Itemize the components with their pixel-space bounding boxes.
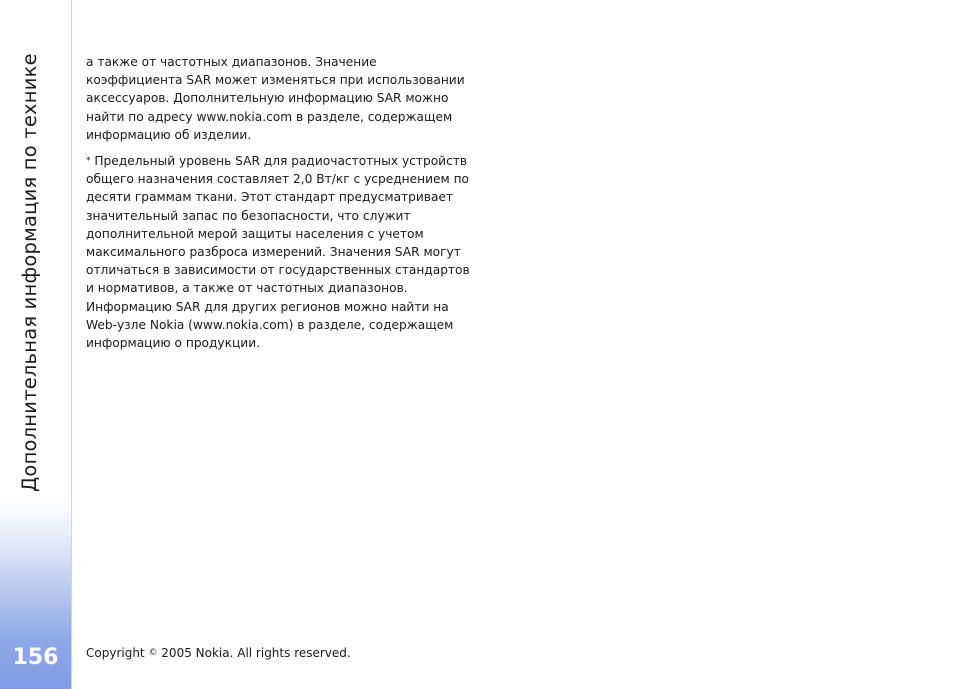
text-line: значительный запас по безопасности, что служит [86, 208, 411, 223]
text-line: информацию о продукции. [86, 336, 261, 351]
text-line: коэффициента SAR может изменяться при использовании [86, 73, 465, 88]
text-line: а также от частотных диапазонов. Значение [86, 55, 377, 69]
footnote-marker: * [86, 156, 91, 167]
text-line: информацию об изделии. [86, 127, 252, 142]
text-line: отличаться в зависимости от государственных стандартов [86, 263, 470, 278]
text-line: максимального разброса измерений. Значения SAR могут [86, 245, 461, 260]
paragraph-sar-footnote [86, 152, 476, 352]
text-line: Предельный уровень SAR для радиочастотных устройств [94, 154, 468, 169]
copyright-prefix: Copyright [86, 646, 145, 660]
copyright-symbol: © [148, 648, 158, 658]
body-text [86, 53, 476, 352]
text-line: аксессуаров. Дополнительную информацию SAR можно [86, 91, 449, 106]
text-line: и нормативов, а также от частотных диапазонов. [86, 281, 408, 296]
copyright-notice [86, 644, 351, 662]
section-title: Дополнительная информация по технике [18, 53, 41, 492]
text-line: Web-узле Nokia (www.nokia.com) в разделе, содержащем [86, 317, 454, 332]
sidebar [0, 0, 71, 689]
sidebar-divider [71, 0, 72, 689]
text-line: Информацию SAR для других регионов можно найти на [86, 299, 449, 314]
text-line: десяти граммам ткани. Этот стандарт предусматривает [86, 190, 454, 205]
text-line: общего назначения составляет 2,0 Вт/кг с усреднением по [86, 172, 469, 187]
paragraph-sar-intro [86, 53, 476, 144]
text-line: дополнительной мерой защиты населения с учетом [86, 226, 424, 241]
page-number: 156 [12, 645, 59, 670]
copyright-suffix: 2005 Nokia. All rights reserved. [161, 646, 351, 660]
text-line: найти по адресу www.nokia.com в разделе, содержащем [86, 109, 453, 124]
